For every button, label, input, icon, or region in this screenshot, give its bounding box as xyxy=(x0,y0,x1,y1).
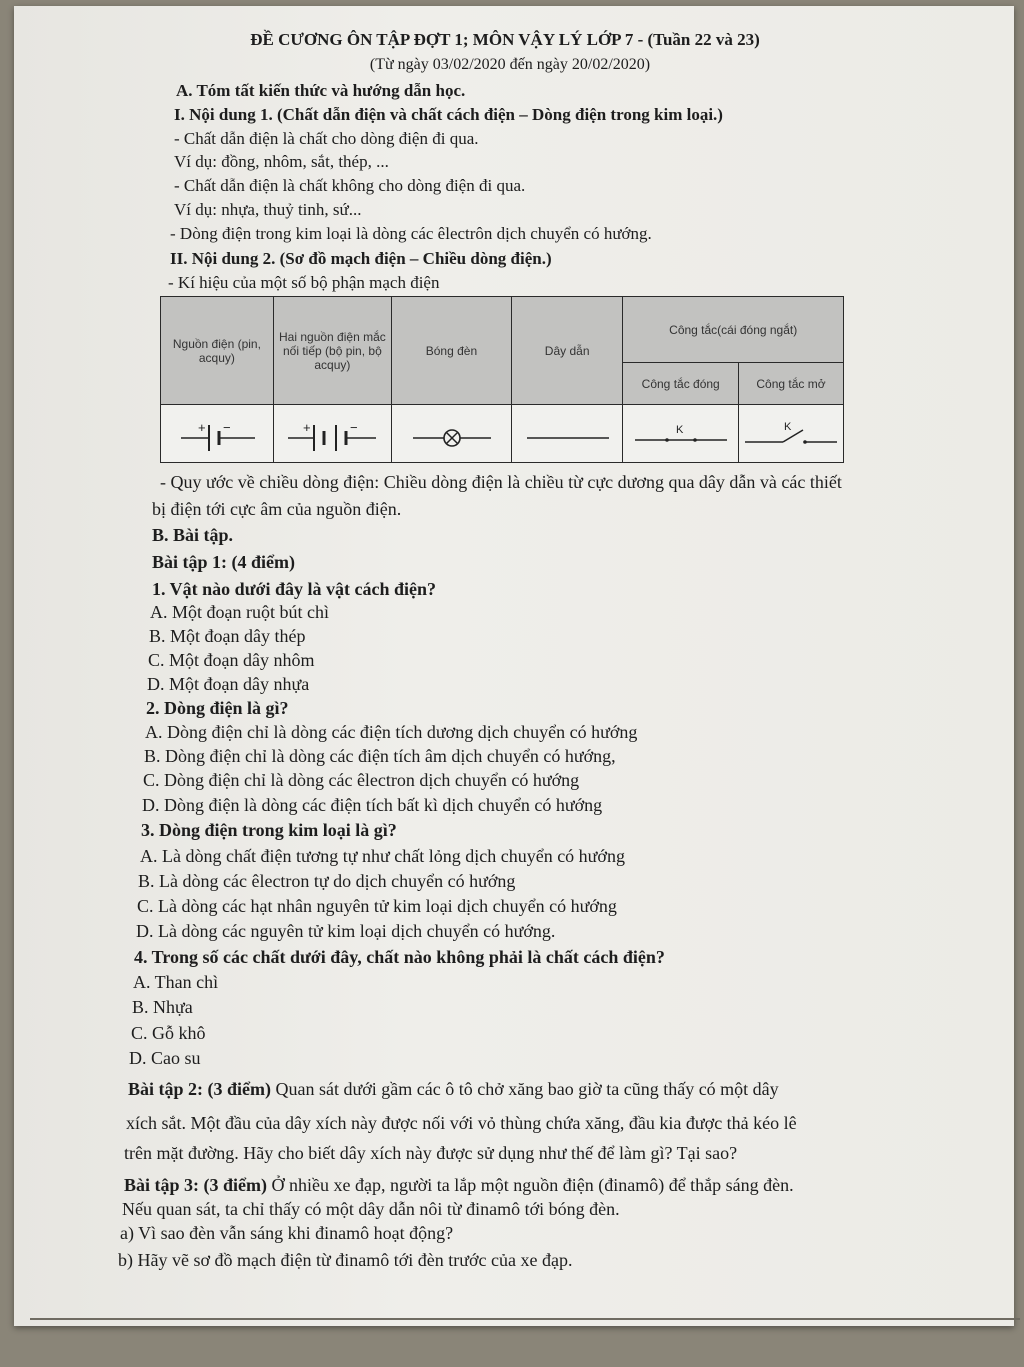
question-option: B. Nhựa xyxy=(132,997,193,1017)
question-option: C. Dòng điện chỉ là dòng các êlectron dịch chuyển có hướng xyxy=(143,770,580,790)
header-bulb: Bóng đèn xyxy=(391,297,511,405)
wire-symbol-icon xyxy=(517,414,617,454)
series-battery-symbol-cell xyxy=(273,405,391,463)
question-3: 3. Dòng điện trong kim loại là gì? xyxy=(141,820,397,840)
exercise2-label: Bài tập 2: (3 điểm) xyxy=(128,1079,271,1099)
question-2: 2. Dòng điện là gì? xyxy=(146,698,289,718)
exercise3-label: Bài tập 3: (3 điểm) xyxy=(124,1175,267,1195)
document-dates: (Từ ngày 03/02/2020 đến ngày 20/02/2020) xyxy=(369,56,651,73)
exercise3-line: Nếu quan sát, ta chỉ thấy có một dây dẫn nôi từ đinamô tới bóng đèn. xyxy=(122,1199,620,1219)
question-option: D. Là dòng các nguyên tử kim loại dịch chuyển có hướng. xyxy=(136,921,556,941)
exercise3-line: b) Hãy vẽ sơ đồ mạch điện từ đinamô tới đèn trước của xe đạp. xyxy=(118,1250,573,1270)
question-option: B. Là dòng các êlectron tự do dịch chuyển có hướng xyxy=(138,871,516,891)
switch-label: K xyxy=(784,420,792,433)
section-a-title: A. Tóm tất kiến thức và hướng dẫn học. xyxy=(176,81,466,100)
circuit-symbols-table xyxy=(160,296,844,463)
part1-line: Ví dụ: đồng, nhôm, sắt, thép, ... xyxy=(174,152,389,171)
header-switch-open: Công tắc mở xyxy=(739,363,844,405)
exercise2-line xyxy=(128,1077,779,1101)
open-switch-symbol-icon xyxy=(739,414,843,454)
plus-label: + xyxy=(303,419,311,435)
question-option: A. Dòng điện chỉ là dòng các điện tích dương dịch chuyển có hướng xyxy=(145,722,638,742)
question-option: A. Một đoạn ruột bút chì xyxy=(150,602,329,622)
symbols-intro: - Kí hiệu của một số bộ phận mạch điện xyxy=(168,273,440,292)
question-4: 4. Trong số các chất dưới đây, chất nào không phải là chất cách điện? xyxy=(134,947,665,967)
question-1: 1. Vật nào dưới đây là vật cách điện? xyxy=(152,579,436,599)
minus-label: − xyxy=(222,419,231,435)
header-source: Nguồn điện (pin, acquy) xyxy=(161,297,274,405)
question-option: C. Gỗ khô xyxy=(131,1023,206,1043)
closed-switch-symbol-icon xyxy=(629,414,733,454)
part1-line: Ví dụ: nhựa, thuỷ tinh, sứ... xyxy=(174,200,362,219)
bulb-symbol-cell xyxy=(391,405,511,463)
bulb-symbol-icon xyxy=(399,414,503,454)
switch-label: K xyxy=(675,423,684,436)
question-option: C. Là dòng các hạt nhân nguyên tử kim loại dịch chuyển có hướng xyxy=(137,896,617,916)
header-switch-closed: Công tắc đóng xyxy=(623,363,739,405)
convention-line: bị điện tới cực âm của nguồn điện. xyxy=(152,499,402,519)
battery-symbol-icon xyxy=(169,414,265,454)
closed-switch-symbol-cell xyxy=(623,405,739,463)
document-title: ĐỀ CƯƠNG ÔN TẬP ĐỢT 1; MÔN VẬY LÝ LỚP 7 - (Tuần 22 và 23) xyxy=(250,30,760,49)
question-option: D. Dòng điện là dòng các điện tích bất kì dịch chuyển có hướng xyxy=(142,795,603,815)
header-wire: Dây dẫn xyxy=(511,297,623,405)
question-option: D. Cao su xyxy=(129,1048,201,1068)
question-option: B. Một đoạn dây thép xyxy=(149,626,306,646)
part1-line: - Chất dẫn điện là chất không cho dòng điện đi qua. xyxy=(174,176,526,195)
series-battery-symbol-icon xyxy=(280,414,384,454)
convention-line: - Quy ước về chiều dòng điện: Chiều dòng điện là chiều từ cực dương qua dây dẫn và các thiết xyxy=(160,472,842,492)
question-option: B. Dòng điện chỉ là dòng các điện tích âm dịch chuyển có hướng, xyxy=(144,746,616,766)
section-b-title: B. Bài tập. xyxy=(152,525,234,545)
question-option: D. Một đoạn dây nhựa xyxy=(147,674,310,694)
question-option: C. Một đoạn dây nhôm xyxy=(148,650,315,670)
exercise3-line: a) Vì sao đèn vẫn sáng khi đinamô hoạt động? xyxy=(120,1223,454,1243)
exercise2-line: xích sắt. Một đầu của dây xích này được nối với vỏ thùng chứa xăng, đầu kia được thả kéo lê xyxy=(126,1113,797,1133)
part1-title: I. Nội dung 1. (Chất dẫn điện và chất cách điện – Dòng điện trong kim loại.) xyxy=(174,105,723,124)
paper-bottom-edge xyxy=(30,1318,1020,1320)
exercise3-line xyxy=(124,1173,794,1197)
exercise3-text: Ở nhiều xe đạp, người ta lắp một nguồn điện (đinamô) để thắp sáng đèn. xyxy=(267,1175,794,1195)
header-series-source: Hai nguồn điện mắc nối tiếp (bộ pin, bộ acquy) xyxy=(273,297,391,405)
part1-line: - Dòng điện trong kim loại là dòng các êlectrôn dịch chuyển có hướng. xyxy=(170,224,652,243)
plus-label: + xyxy=(197,419,206,435)
exercise1-title: Bài tập 1: (4 điểm) xyxy=(152,552,295,572)
exercise2-text: Quan sát dưới gầm các ô tô chở xăng bao giờ ta cũng thấy có một dây xyxy=(271,1079,779,1099)
part2-title: II. Nội dung 2. (Sơ đồ mạch điện – Chiều dòng điện.) xyxy=(170,249,552,268)
header-switch: Công tắc(cái đóng ngắt) xyxy=(623,297,844,363)
question-option: A. Là dòng chất điện tương tự như chất lỏng dịch chuyển có hướng xyxy=(140,846,625,866)
minus-label: − xyxy=(350,419,358,435)
battery-symbol-cell xyxy=(161,405,274,463)
question-option: A. Than chì xyxy=(133,972,219,992)
part1-line: - Chất dẫn điện là chất cho dòng điện đi qua. xyxy=(174,129,479,148)
open-switch-symbol-cell xyxy=(739,405,844,463)
exercise2-line: trên mặt đường. Hãy cho biết dây xích này được sử dụng như thế để làm gì? Tại sao? xyxy=(124,1143,738,1163)
wire-symbol-cell xyxy=(511,405,623,463)
